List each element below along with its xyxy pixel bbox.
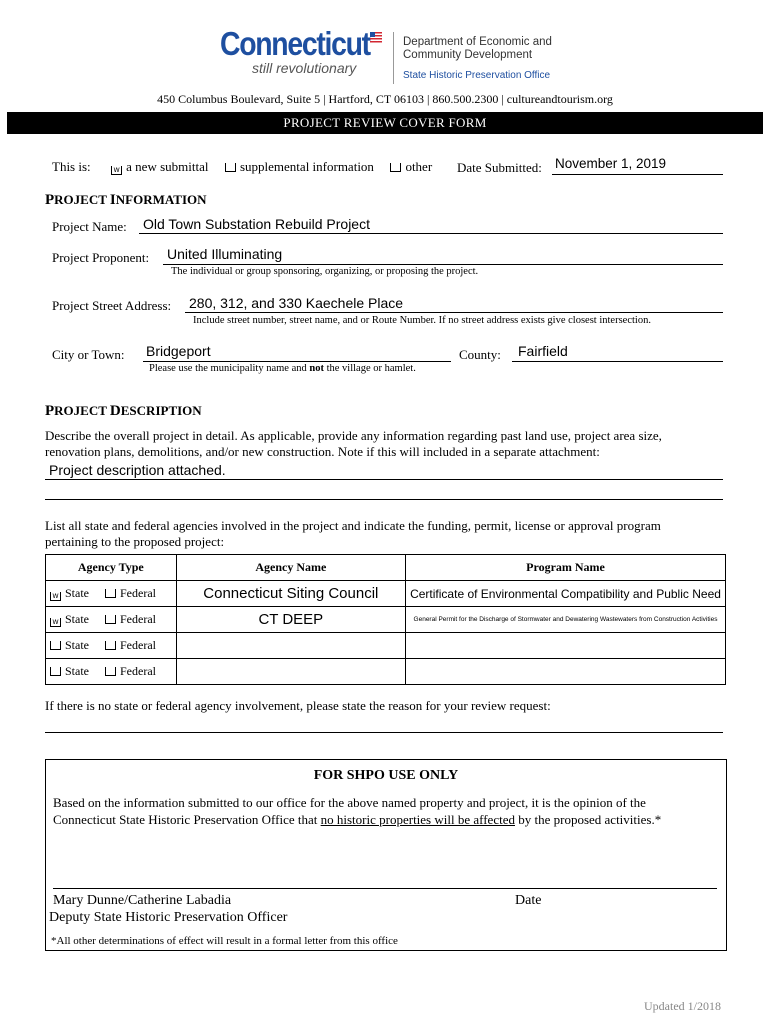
state-label: State (65, 612, 89, 626)
checkbox-new-submittal[interactable]: w (111, 166, 122, 175)
project-address-field[interactable]: 280, 312, and 330 Kaechele Place (189, 295, 404, 311)
table-row (46, 607, 726, 633)
agencies-instructions: List all state and federal agencies involved in the project and indicate the funding, permit, license or approval program pertaining to the proposed project: (45, 518, 661, 549)
city-hint: Please use the municipality name and not the village or hamlet. (149, 363, 416, 374)
date-submitted-label: Date Submitted: (457, 160, 542, 175)
county-underline (512, 361, 723, 362)
state-checkbox[interactable]: w (50, 618, 61, 627)
shpo-body: Based on the information submitted to our office for the above named property and project, it is the opinion of the Connecticut State Historic Preservation Office that no historic properties will be affected by the proposed activities.* (53, 795, 662, 827)
project-address-hint: Include street number, street name, and or Route Number. If no street address exists give closest intersection. (193, 315, 651, 326)
federal-label: Federal (120, 664, 156, 678)
project-name-underline (139, 233, 723, 234)
submission-row (52, 159, 432, 175)
project-description-instructions: Describe the overall project in detail. As applicable, provide any information regarding past land use, project area size, renovation plans, demolitions, and/or new construction. Note if this will included in a separate attachment: (45, 428, 662, 459)
signature-line[interactable] (53, 888, 717, 889)
agency-type-cell (46, 581, 177, 607)
agency-name-cell[interactable]: CT DEEP (176, 607, 405, 633)
option-new-submittal: a new submittal (126, 159, 209, 174)
agency-name-cell[interactable] (176, 633, 405, 659)
project-proponent-field[interactable]: United Illuminating (167, 246, 283, 262)
county-field[interactable]: Fairfield (518, 343, 568, 359)
header-divider (393, 32, 394, 84)
city-underline (143, 361, 451, 362)
city-label: City or Town: (52, 347, 125, 362)
county-label: County: (459, 347, 501, 362)
federal-label: Federal (120, 586, 156, 600)
program-name-cell[interactable] (406, 659, 726, 685)
project-proponent-underline (163, 264, 723, 265)
department-office: State Historic Preservation Office (403, 70, 551, 81)
project-address-label: Project Street Address: (52, 298, 172, 313)
checkbox-other[interactable] (390, 163, 401, 172)
project-information-heading: PROJECT INFORMATION (45, 192, 207, 208)
project-description-field[interactable]: Project description attached. (49, 462, 226, 478)
federal-checkbox[interactable] (105, 667, 116, 676)
project-name-label: Project Name: (52, 219, 127, 234)
signer-name: Mary Dunne/Catherine Labadia (53, 893, 232, 908)
form-title: PROJECT REVIEW COVER FORM (7, 112, 763, 134)
no-agency-prompt: If there is no state or federal agency involvement, please state the reason for your review request: (45, 698, 551, 713)
signature-date-label: Date (515, 893, 542, 908)
this-is-label: This is: (52, 159, 91, 174)
shpo-title: FOR SHPO USE ONLY (313, 768, 459, 783)
flag-icon (370, 32, 382, 44)
address-line: 450 Columbus Boulevard, Suite 5 | Hartford, CT 06103 | 860.500.2300 | cultureandtourism.org (157, 92, 613, 106)
logo-wordmark: Connecticut (220, 25, 370, 62)
agency-type-cell (46, 607, 177, 633)
program-name-cell[interactable]: General Permit for the Discharge of Stormwater and Dewatering Wastewaters from Construction Activities (406, 607, 726, 633)
logo-tagline: still revolutionary (252, 60, 357, 76)
program-name-cell[interactable] (406, 633, 726, 659)
description-underline-2 (45, 499, 723, 500)
signer-title: Deputy State Historic Preservation Officer (49, 910, 288, 925)
department-line-1: Department of Economic and (403, 36, 552, 48)
state-checkbox[interactable] (50, 667, 61, 676)
project-name-field[interactable]: Old Town Substation Rebuild Project (143, 216, 370, 232)
no-agency-underline[interactable] (45, 732, 723, 733)
federal-checkbox[interactable] (105, 641, 116, 650)
federal-label: Federal (120, 638, 156, 652)
state-label: State (65, 638, 89, 652)
federal-label: Federal (120, 612, 156, 626)
checkbox-supplemental[interactable] (225, 163, 236, 172)
option-other: other (405, 159, 433, 174)
program-name-cell[interactable]: Certificate of Environmental Compatibility and Public Need (406, 581, 726, 607)
project-proponent-label: Project Proponent: (52, 250, 150, 265)
col-agency-name: Agency Name (176, 555, 405, 581)
department-line-2: Community Development (403, 49, 533, 61)
department-block (403, 36, 552, 82)
logo (220, 26, 385, 88)
updated-date: Updated 1/2018 (644, 999, 721, 1013)
agency-name-cell[interactable]: Connecticut Siting Council (176, 581, 405, 607)
agencies-header-row (46, 555, 726, 581)
col-agency-type: Agency Type (46, 555, 177, 581)
col-program-name: Program Name (406, 555, 726, 581)
federal-checkbox[interactable] (105, 615, 116, 624)
agency-type-cell (46, 659, 177, 685)
table-row (46, 581, 726, 607)
project-address-underline (185, 312, 723, 313)
project-proponent-hint: The individual or group sponsoring, organizing, or proposing the project. (171, 266, 479, 277)
date-underline (552, 174, 723, 175)
option-supplemental: supplemental information (239, 159, 374, 174)
state-label: State (65, 664, 89, 678)
federal-checkbox[interactable] (105, 589, 116, 598)
state-label: State (65, 586, 89, 600)
state-checkbox[interactable]: w (50, 592, 61, 601)
city-field[interactable]: Bridgeport (146, 343, 211, 359)
shpo-footnote: *All other determinations of effect will result in a formal letter from this office (51, 935, 398, 947)
description-underline-1 (45, 479, 723, 480)
agencies-table (45, 554, 726, 685)
table-row (46, 633, 726, 659)
date-submitted-field[interactable]: November 1, 2019 (555, 156, 667, 171)
agency-type-cell (46, 633, 177, 659)
project-description-heading: PROJECT DESCRIPTION (45, 403, 202, 419)
state-checkbox[interactable] (50, 641, 61, 650)
table-row (46, 659, 726, 685)
agency-name-cell[interactable] (176, 659, 405, 685)
